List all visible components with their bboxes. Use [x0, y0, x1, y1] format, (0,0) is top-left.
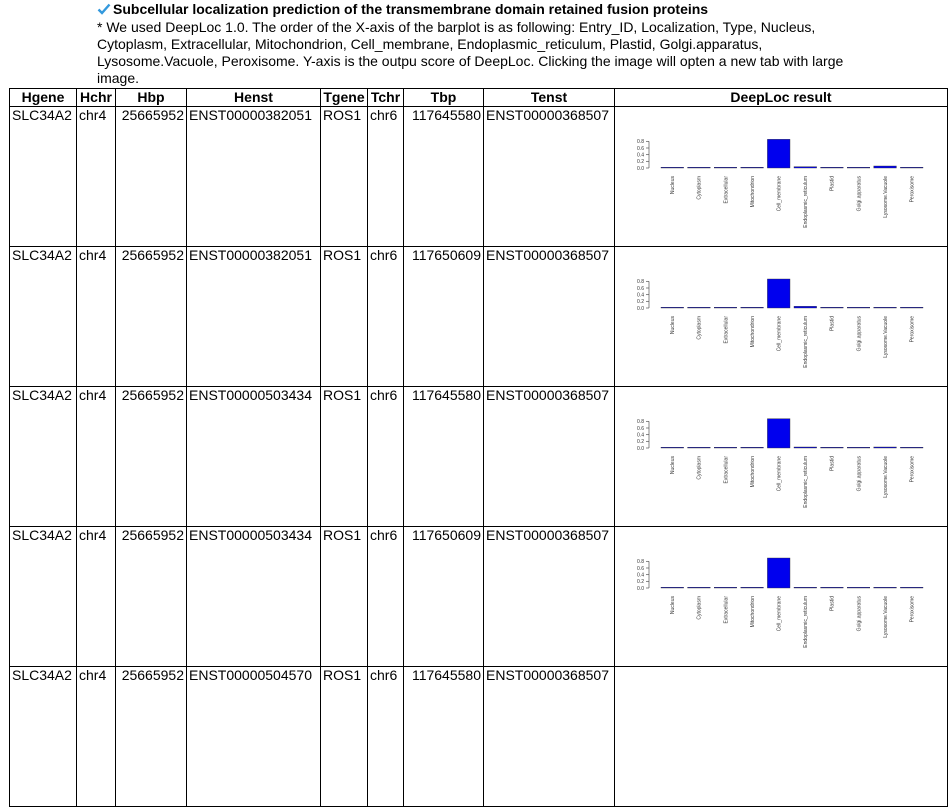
cell-tgene: ROS1	[321, 667, 368, 807]
x-category-label: Cell_membrane	[776, 596, 783, 632]
cell-tchr: chr6	[368, 247, 404, 387]
y-tick-label: 0.2	[637, 159, 644, 166]
x-category-label: Mitochondrion	[749, 316, 756, 348]
table-row	[10, 247, 948, 387]
deeploc-bar	[714, 307, 737, 308]
y-tick-label: 0.0	[637, 585, 644, 592]
x-category-label: Plastid	[829, 316, 836, 332]
x-category-label: Extracellular	[723, 596, 730, 624]
y-tick-label: 0.4	[637, 292, 644, 299]
column-header-henst: Henst	[187, 89, 321, 107]
cell-henst: ENST00000382051	[187, 107, 321, 247]
deeploc-bar	[874, 166, 897, 168]
cell-tenst: ENST00000368507	[484, 387, 615, 527]
deeploc-bar	[900, 167, 923, 168]
x-category-label: Lysosome.Vacuole	[882, 456, 889, 498]
cell-tgene: ROS1	[321, 247, 368, 387]
y-tick-label: 0.0	[637, 165, 644, 172]
x-category-label: Lysosome.Vacuole	[882, 596, 889, 638]
cell-hchr: chr4	[77, 667, 116, 807]
deeploc-bar	[767, 419, 790, 448]
cell-hbp: 25665952	[116, 387, 187, 527]
cell-deeploc	[615, 387, 948, 527]
cell-hgene: SLC34A2	[10, 247, 77, 387]
deeploc-barplot-image[interactable]	[615, 387, 945, 522]
cell-hbp: 25665952	[116, 107, 187, 247]
cell-henst: ENST00000382051	[187, 247, 321, 387]
x-category-label: Endoplasmic_reticulum	[803, 176, 810, 228]
cell-deeploc	[615, 667, 948, 807]
deeploc-bar	[821, 447, 844, 448]
section-note: * We used DeepLoc 1.0. The order of the X-axis of the barplot is as following: Entry_ID, Localization, Type, Nucleus, Cytoplasm, Extracellular, Mitochondrion, Cell_membrane, Endoplasmic_reticulum, Plastid, Golgi.apparatus, Lysosome.Vacuole, Peroxisome. Y-axis is the outpu score of DeepLoc. Clicking the image will opten a new tab with large image.	[97, 19, 844, 86]
cell-hchr: chr4	[77, 527, 116, 667]
column-header-hchr: Hchr	[77, 89, 116, 107]
y-tick-label: 0.8	[637, 139, 644, 146]
column-header-tbp: Tbp	[404, 89, 484, 107]
deeploc-bar	[688, 587, 711, 588]
x-category-label: Extracellular	[723, 456, 730, 484]
deeploc-bar	[847, 307, 870, 308]
cell-tchr: chr6	[368, 107, 404, 247]
deeploc-bar	[794, 447, 817, 448]
y-tick-label: 0.8	[637, 419, 644, 426]
x-category-label: Nucleus	[670, 316, 677, 335]
cell-hchr: chr4	[77, 247, 116, 387]
y-tick-label: 0.2	[637, 299, 644, 306]
cell-hbp: 25665952	[116, 247, 187, 387]
x-category-label: Plastid	[829, 596, 836, 612]
x-category-label: Cell_membrane	[776, 316, 783, 352]
deeploc-bar	[661, 307, 684, 308]
y-tick-label: 0.6	[637, 565, 644, 572]
deeploc-bar	[688, 307, 711, 308]
cell-deeploc	[615, 527, 948, 667]
cell-henst: ENST00000504570	[187, 667, 321, 807]
deeploc-bar	[900, 447, 923, 448]
cell-hchr: chr4	[77, 107, 116, 247]
cell-tenst: ENST00000368507	[484, 667, 615, 807]
x-category-label: Mitochondrion	[749, 456, 756, 488]
x-category-label: Golgi.apparatus	[856, 596, 863, 632]
x-category-label: Cytoplasm	[696, 456, 703, 480]
y-tick-label: 0.6	[637, 145, 644, 152]
x-category-label: Golgi.apparatus	[856, 456, 863, 492]
y-tick-label: 0.4	[637, 572, 644, 579]
section-title: Subcellular localization prediction of the transmembrane domain retained fusion proteins	[113, 1, 709, 17]
x-category-label: Lysosome.Vacuole	[882, 176, 889, 218]
deeploc-bar	[714, 447, 737, 448]
x-category-label: Peroxisome	[909, 596, 916, 623]
table-row	[10, 107, 948, 247]
cell-hgene: SLC34A2	[10, 527, 77, 667]
deeploc-bar	[847, 587, 870, 588]
deeploc-bar	[767, 279, 790, 308]
x-category-label: Cytoplasm	[696, 596, 703, 620]
deeploc-bar	[847, 167, 870, 168]
x-category-label: Nucleus	[670, 176, 677, 195]
y-tick-label: 0.8	[637, 279, 644, 286]
cell-tbp: 117645580	[404, 107, 484, 247]
x-category-label: Plastid	[829, 176, 836, 192]
section-header	[97, 0, 857, 87]
cell-hgene: SLC34A2	[10, 667, 77, 807]
deeploc-bar	[688, 167, 711, 168]
deeploc-bar	[821, 307, 844, 308]
deeploc-bar	[767, 558, 790, 588]
deeploc-bar	[661, 447, 684, 448]
x-category-label: Golgi.apparatus	[856, 316, 863, 352]
x-category-label: Cytoplasm	[696, 176, 703, 200]
column-header-hgene: Hgene	[10, 89, 77, 107]
check-icon	[97, 2, 111, 16]
deeploc-bar	[714, 167, 737, 168]
cell-tenst: ENST00000368507	[484, 247, 615, 387]
deeploc-bar	[847, 447, 870, 448]
table-row	[10, 387, 948, 527]
deeploc-bar	[741, 587, 764, 588]
x-category-label: Peroxisome	[909, 176, 916, 203]
deeploc-bar	[741, 167, 764, 168]
cell-tgene: ROS1	[321, 387, 368, 527]
deeploc-bar	[741, 447, 764, 448]
cell-tchr: chr6	[368, 387, 404, 527]
deeploc-bar	[900, 587, 923, 588]
cell-deeploc	[615, 107, 948, 247]
x-category-label: Peroxisome	[909, 316, 916, 343]
deeploc-bar	[794, 167, 817, 168]
cell-hbp: 25665952	[116, 527, 187, 667]
y-tick-label: 0.4	[637, 432, 644, 439]
x-category-label: Cell_membrane	[776, 176, 783, 212]
cell-hchr: chr4	[77, 387, 116, 527]
cell-tgene: ROS1	[321, 107, 368, 247]
deeploc-bar	[688, 447, 711, 448]
cell-tenst: ENST00000368507	[484, 107, 615, 247]
section-title-row	[97, 0, 857, 18]
cell-hgene: SLC34A2	[10, 107, 77, 247]
x-category-label: Mitochondrion	[749, 596, 756, 628]
cell-hgene: SLC34A2	[10, 387, 77, 527]
column-header-hbp: Hbp	[116, 89, 187, 107]
deeploc-bar	[874, 587, 897, 588]
deeploc-bar	[794, 587, 817, 588]
x-category-label: Plastid	[829, 456, 836, 472]
cell-henst: ENST00000503434	[187, 387, 321, 527]
deeploc-bar	[821, 587, 844, 588]
cell-tchr: chr6	[368, 527, 404, 667]
column-header-tgene: Tgene	[321, 89, 368, 107]
deeploc-bar	[661, 167, 684, 168]
fusion-results-table	[9, 88, 948, 807]
deeploc-bar	[900, 307, 923, 308]
y-tick-label: 0.4	[637, 152, 644, 159]
cell-henst: ENST00000503434	[187, 527, 321, 667]
cell-tchr: chr6	[368, 667, 404, 807]
x-category-label: Nucleus	[670, 596, 677, 615]
x-category-label: Extracellular	[723, 316, 730, 344]
cell-tbp: 117645580	[404, 667, 484, 807]
cell-deeploc	[615, 247, 948, 387]
deeploc-bar	[821, 167, 844, 168]
deeploc-bar	[661, 587, 684, 588]
deeploc-barplot-image[interactable]	[615, 527, 945, 662]
y-tick-label: 0.8	[637, 559, 644, 566]
table-header-row	[10, 89, 948, 107]
x-category-label: Extracellular	[723, 176, 730, 204]
cell-tbp: 117650609	[404, 247, 484, 387]
table-row	[10, 667, 948, 807]
x-category-label: Peroxisome	[909, 456, 916, 483]
y-tick-label: 0.6	[637, 285, 644, 292]
deeploc-bar	[741, 307, 764, 308]
x-category-label: Golgi.apparatus	[856, 176, 863, 212]
x-category-label: Endoplasmic_reticulum	[803, 596, 810, 648]
x-category-label: Nucleus	[670, 456, 677, 475]
x-category-label: Endoplasmic_reticulum	[803, 316, 810, 368]
cell-tbp: 117645580	[404, 387, 484, 527]
x-category-label: Endoplasmic_reticulum	[803, 456, 810, 508]
column-header-tenst: Tenst	[484, 89, 615, 107]
deeploc-bar	[794, 306, 817, 308]
deeploc-bar	[874, 447, 897, 448]
cell-tbp: 117650609	[404, 527, 484, 667]
x-category-label: Lysosome.Vacuole	[882, 316, 889, 358]
deeploc-barplot-image[interactable]	[615, 247, 945, 382]
deeploc-bar	[767, 139, 790, 168]
y-tick-label: 0.0	[637, 445, 644, 452]
column-header-tchr: Tchr	[368, 89, 404, 107]
y-tick-label: 0.6	[637, 425, 644, 432]
y-tick-label: 0.0	[637, 305, 644, 312]
x-category-label: Cell_membrane	[776, 456, 783, 492]
y-tick-label: 0.2	[637, 579, 644, 586]
deeploc-barplot-image[interactable]	[615, 107, 945, 242]
x-category-label: Mitochondrion	[749, 176, 756, 208]
table-row	[10, 527, 948, 667]
y-tick-label: 0.2	[637, 439, 644, 446]
cell-hbp: 25665952	[116, 667, 187, 807]
cell-tenst: ENST00000368507	[484, 527, 615, 667]
deeploc-bar	[714, 587, 737, 588]
x-category-label: Cytoplasm	[696, 316, 703, 340]
deeploc-bar	[874, 307, 897, 308]
column-header-deeploc: DeepLoc result	[615, 89, 948, 107]
cell-tgene: ROS1	[321, 527, 368, 667]
